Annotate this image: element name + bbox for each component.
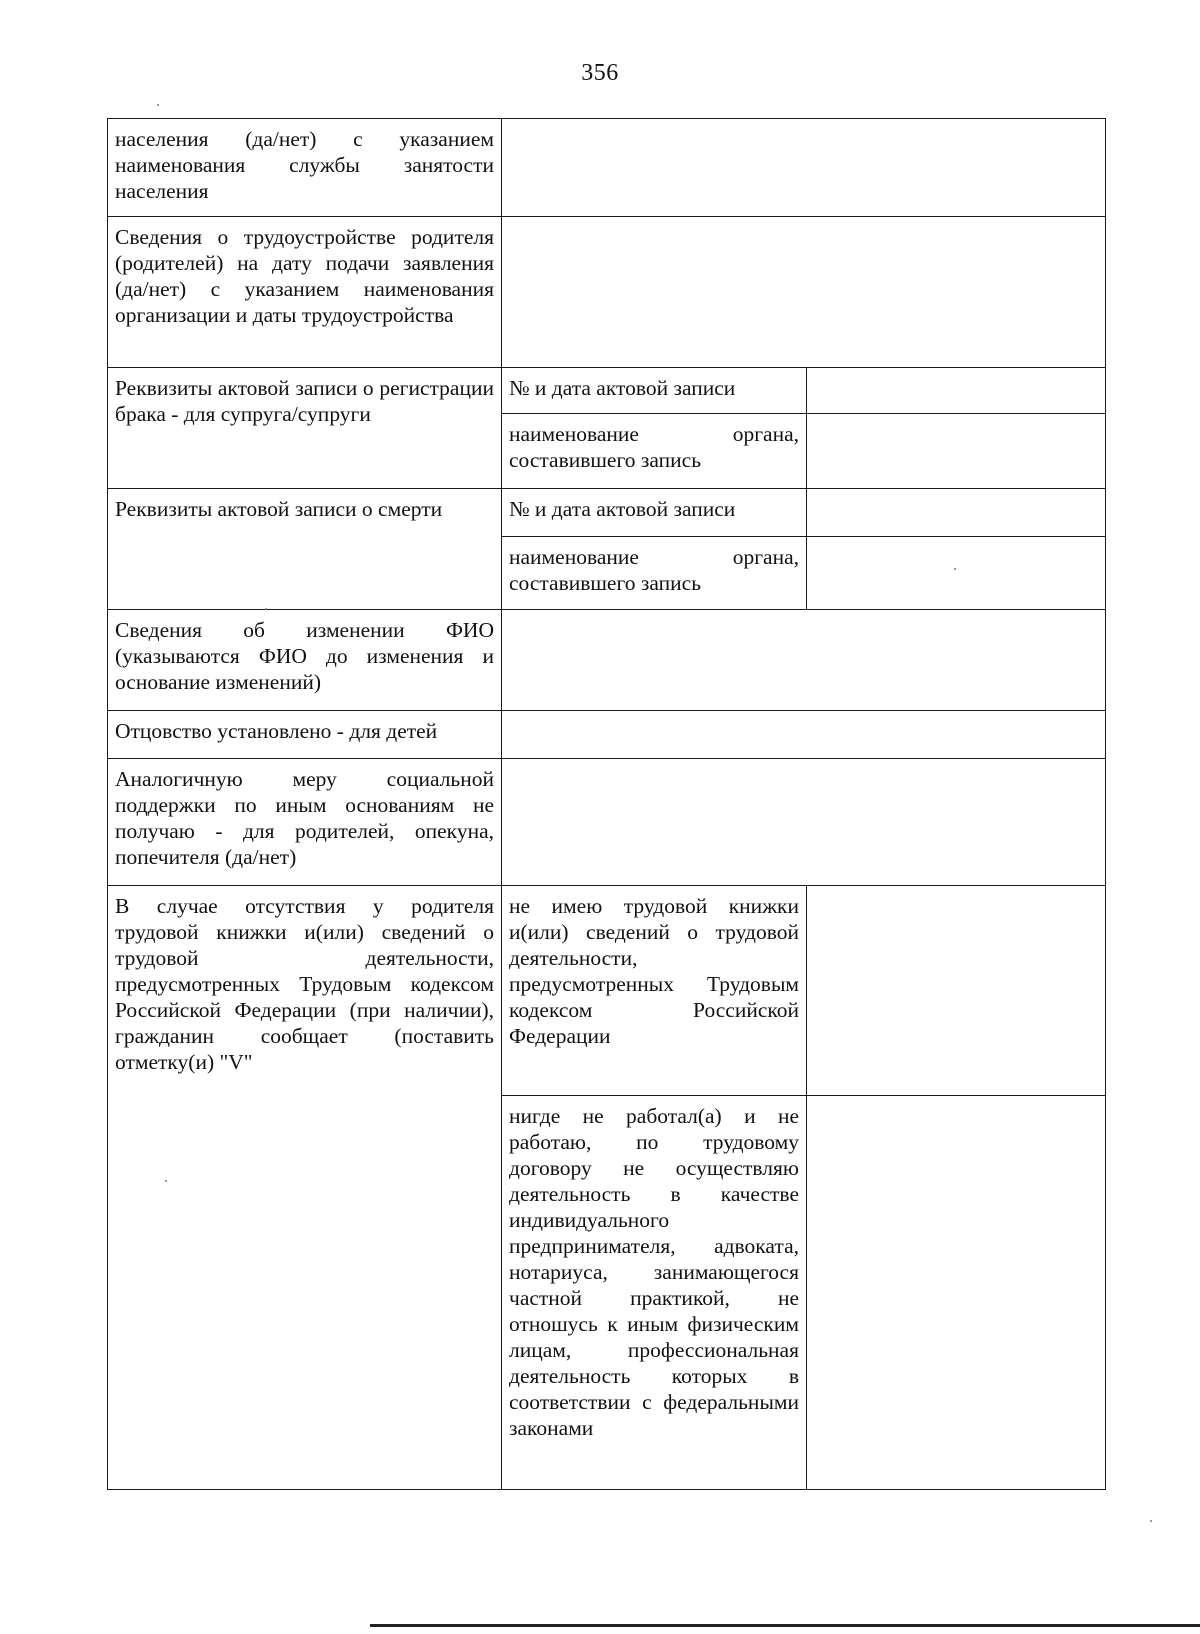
row-label-name-change: Сведения об изменении ФИО (указываются ФИО до изменения и основание изменений)	[108, 610, 502, 711]
sub-label-no-work-book: не имею трудовой книжки и(или) сведений о трудовой деятельности, предусмотренных Трудовым кодексом Российской Федерации	[502, 886, 807, 1096]
row-label-parent-employment: Сведения о трудоустройстве родителя (родителей) на дату подачи заявления (да/нет) с указанием наименования организации и даты трудоустройства	[108, 217, 502, 368]
row-label-marriage-record: Реквизиты актовой записи о регистрации брака - для супруга/супруги	[108, 368, 502, 489]
table-row	[108, 119, 1106, 217]
table-row	[108, 711, 1106, 759]
table-row	[108, 217, 1106, 368]
value-cell-similar-support[interactable]	[502, 759, 1106, 886]
value-cell-name-change[interactable]	[502, 610, 1106, 711]
row-label-no-work-book: В случае отсутствия у родителя трудовой книжки и(или) сведений о трудовой деятельности, предусмотренных Трудовым кодексом Российской Федерации (при наличии), гражданин сообщает (поставить отметку(и) "V"	[108, 886, 502, 1096]
table-row	[108, 368, 1106, 414]
value-cell-paternity[interactable]	[502, 711, 1106, 759]
value-cell-marriage-record-number[interactable]	[807, 368, 1106, 414]
row-label-paternity: Отцовство установлено - для детей	[108, 711, 502, 759]
scan-speck	[165, 1180, 167, 1182]
row-label-continued	[108, 1096, 502, 1490]
scan-edge-line	[370, 1624, 1200, 1627]
table-row	[108, 489, 1106, 537]
sub-label-death-record-authority: наименование органа, составившего запись	[502, 537, 807, 610]
scan-speck	[1150, 1520, 1152, 1522]
table-row	[108, 610, 1106, 711]
sub-label-death-record-number: № и дата актовой записи	[502, 489, 807, 537]
checkmark-cell-no-work-book[interactable]	[807, 886, 1106, 1096]
value-cell-parent-employment[interactable]	[502, 217, 1106, 368]
table-row	[108, 759, 1106, 886]
table-row	[108, 886, 1106, 1096]
row-label-death-record: Реквизиты актовой записи о смерти	[108, 489, 502, 610]
page-number: 356	[581, 60, 619, 86]
row-label-similar-support: Аналогичную меру социальной поддержки по иным основаниям не получаю - для родителей, опекуна, попечителя (да/нет)	[108, 759, 502, 886]
sub-label-marriage-record-authority: наименование органа, составившего запись	[502, 414, 807, 489]
sub-label-never-worked: нигде не работал(а) и не работаю, по трудовому договору не осуществляю деятельность в качестве индивидуального предпринимателя, адвоката, нотариуса, занимающегося частной практикой, не отношусь к иным физическим лицам, профессиональная деятельность которых в соответствии с федеральными законами	[502, 1096, 807, 1490]
row-label-employment-service: населения (да/нет) с указанием наименования службы занятости населения	[108, 119, 502, 217]
scan-speck	[954, 568, 956, 570]
value-cell-death-record-authority[interactable]	[807, 537, 1106, 610]
table-row	[108, 1096, 1106, 1490]
scan-speck	[265, 608, 267, 610]
scan-speck	[157, 104, 159, 106]
value-cell-employment-service[interactable]	[502, 119, 1106, 217]
application-form-table	[107, 118, 1106, 1490]
sub-label-marriage-record-number: № и дата актовой записи	[502, 368, 807, 414]
checkmark-cell-never-worked[interactable]	[807, 1096, 1106, 1490]
value-cell-marriage-record-authority[interactable]	[807, 414, 1106, 489]
value-cell-death-record-number[interactable]	[807, 489, 1106, 537]
